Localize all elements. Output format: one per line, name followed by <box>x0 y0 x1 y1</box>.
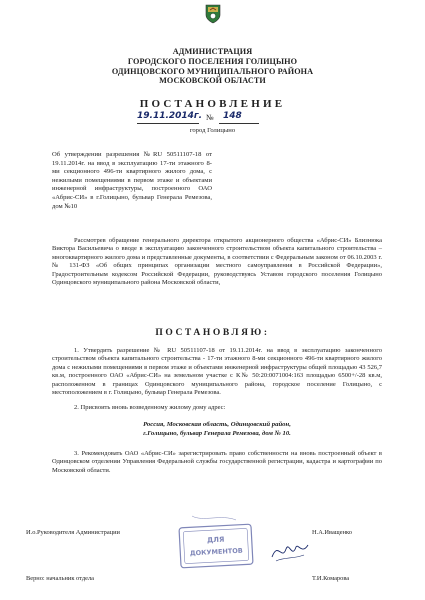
date-number-line <box>137 111 297 125</box>
coat-of-arms-icon <box>205 4 221 24</box>
clause-3-paragraph: 3. Рекомендовать ОАО «Абрис-СИ» зарегистрировать право собственности на вновь построенный объект в Одинцовском отделении Управления Федеральной службы государственной регистрации, кадастра и картографии по Московской области. <box>52 450 382 474</box>
handwritten-signature <box>270 535 310 565</box>
number-sign: № <box>206 113 214 122</box>
stamp-text-2: ДОКУМЕНТОВ <box>189 546 243 558</box>
header-line-2: ГОРОДСКОГО ПОСЕЛЕНИЯ ГОЛИЦЫНО <box>127 56 298 66</box>
document-type-title: ПОСТАНОВЛЕНИЕ <box>139 98 286 110</box>
header-line-1: АДМИНИСТРАЦИЯ <box>172 47 253 56</box>
clause-1-paragraph: 1. Утвердить разрешение № RU 50511107-18 от 19.11.2014г. на ввод в эксплуатацию законченного строительством объекта капитального строительства - 17-ти этажного 8-ми секционного 496-ти квартирного жилого дома с нежилыми помещениями в первом этаже и объектами инженерной инфраструктуры общей площадью 43 526,7 кв.м, построенного ОАО «Абрис-СИ» на земельном участке с К№ 50:20:0071004:163 площадью 6500+/-28 кв.м, расположенном в границах Одинцовского муниципального района, городское поселение Голицыно, с местоположением в г. Голицыно, бульвар Генерала Ремезова. <box>52 347 382 397</box>
signatory-name: Н.А.Иващенко <box>312 529 352 536</box>
header-line-4: МОСКОВСКОЙ ОБЛАСТИ <box>159 76 266 86</box>
header-line-3: ОДИНЦОВСКОГО МУНИЦИПАЛЬНОГО РАЙОНА <box>111 66 314 76</box>
clause-2-paragraph: 2. Присвоить вновь возведенному жилому дому адрес: <box>74 404 226 411</box>
stamp-text-1: ДЛЯ <box>206 535 225 545</box>
address-line-2: г.Голицыно, бульвар Генерала Ремезова, дом № 10. <box>143 429 291 437</box>
verifier-name: Т.И.Комарова <box>312 575 350 582</box>
city-label: город Голицыно <box>189 127 236 134</box>
document-date: 19.11.2014г. <box>137 111 203 121</box>
resolve-heading: ПОСТАНОВЛЯЮ: <box>155 328 270 338</box>
signatory-title: И.о.Руководителя Администрации <box>26 529 120 536</box>
assigned-address <box>52 421 382 438</box>
address-line-1: Россия, Московская область, Одинцовский район, <box>143 421 291 428</box>
document-number: 148 <box>223 111 242 121</box>
preamble-paragraph: Рассмотрев обращение генерального директора открытого акционерного общества «Абрис-СИ» Близнюка Виктора Васильевича о вводе в эксплуатацию законченного строительством объекта капитального строительства – многоквартирного жилого дома и представленные документы, в соответствии с Федеральным законом от 06.10.2003 г. № 131-ФЗ «Об общих принципах организации местного самоуправления в Российской Федерации», Градостроительным кодексом Российской Федерации, руководствуясь Уставом городского поселения Голицыно Одинцовского муниципального района Московской области, <box>52 237 382 287</box>
verifier-title: Верно: начальник отдела <box>26 575 94 582</box>
official-stamp <box>172 508 260 578</box>
document-subject: Об утверждении разрешения №RU 50511107-18 от 19.11.2014г. на ввод в эксплуатацию 17-ти этажного 8-ми секционного 496-ти квартирного жилого дома, с нежилыми помещениями в первом этаже и объектами инженерной инфраструктуры, построенного ОАО «Абрис-СИ» в г.Голицыно, бульвар Генерала Ремезова, дом №10 <box>52 151 212 210</box>
issuer-header <box>0 47 425 86</box>
